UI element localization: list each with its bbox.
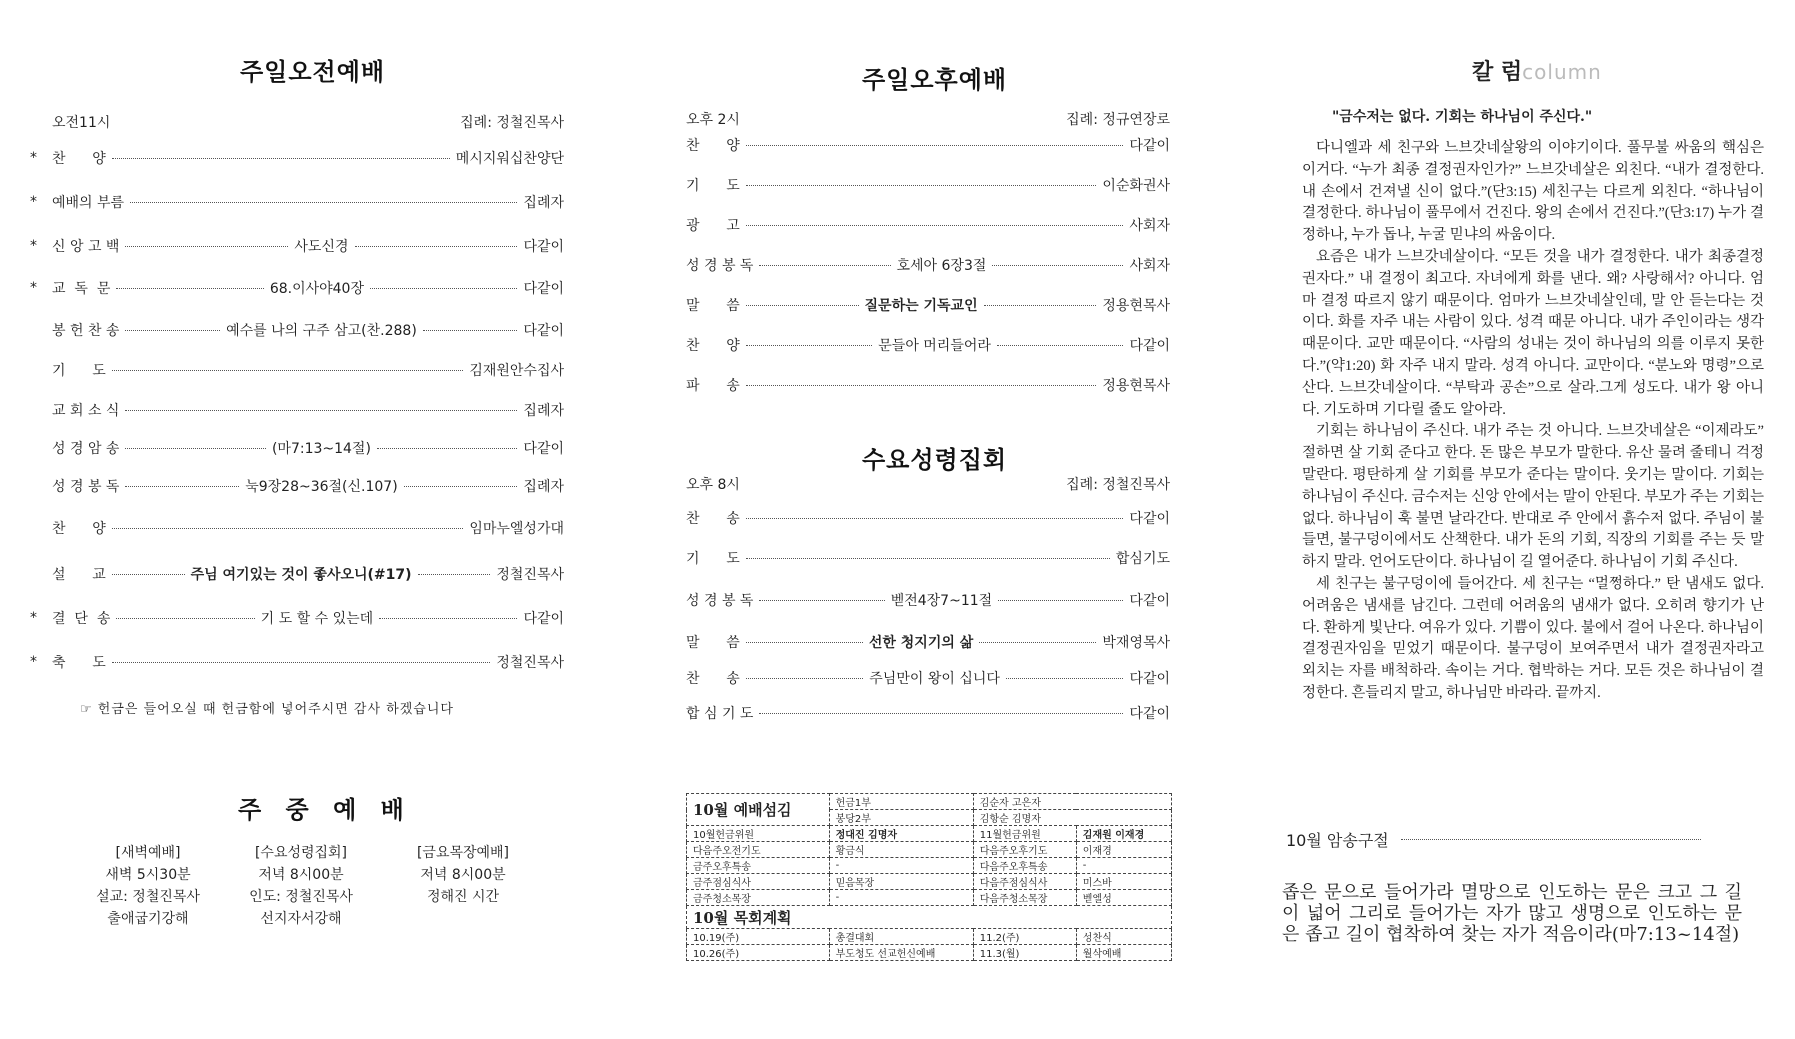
sched-cell: 이재경 xyxy=(1076,842,1171,858)
standing-mark: * xyxy=(30,194,37,210)
morning-leader: 집례: 정철진목사 xyxy=(460,115,564,131)
order-label: 파 송 xyxy=(686,378,740,394)
order-row xyxy=(686,293,1170,317)
afternoon-time: 오후 2시 xyxy=(686,112,740,128)
order-person: 다같이 xyxy=(1129,138,1170,154)
order-content: 선한 청지기의 삶 xyxy=(868,635,974,651)
table-row xyxy=(687,842,1172,858)
order-label: 찬 양 xyxy=(52,151,106,167)
column-title xyxy=(1472,55,1602,86)
leader-dots xyxy=(979,642,1096,643)
leader-dots xyxy=(746,385,1097,386)
column-title-text: 칼 럼 xyxy=(1472,60,1523,85)
sched-cell: 김재원 이재경 xyxy=(1076,826,1171,842)
order-label: 기 도 xyxy=(686,551,740,567)
leader-dots xyxy=(759,265,890,266)
leader-dots xyxy=(423,330,518,331)
leader-dots xyxy=(112,370,464,371)
leader-dots xyxy=(125,410,517,411)
essay-paragraph: 세 친구는 불구덩이에 들어간다. 세 친구는 “멀쩡하다.” 탄 냄새도 없다. 어려움은 냄새를 남긴다. 그런데 어려움의 냄새가 없다. 오히려 향기가 난다. 환하게 빛난다. 여유가 있다. 기쁨이 있다. 불에서 걸어 나온다. 하나님이 결정권자임을 믿었기 때문이다. 불구덩이 보여주면서 내가 결정권자라고 외치는 자를 배척하라. 속이는 거다. 협박하는 거다. 모든 것은 하나님이 결정한다. 흔들리지 말고, 하나님만 바라라. 끝까지. xyxy=(1302,575,1764,701)
weekday-dawn-time: 새벽 5시30분 xyxy=(105,867,191,883)
order-row xyxy=(686,666,1170,690)
memory-verse-label-text: 10월 암송구절 xyxy=(1286,831,1389,850)
offering-note: ☞ 헌금은 들어오실 때 헌금함에 넣어주시면 감사 하겠습니다 xyxy=(80,702,454,717)
order-label: 찬 양 xyxy=(52,521,106,537)
order-content: 호세아 6장3절 xyxy=(896,258,987,274)
sched-cell: 금주청소목장 xyxy=(687,890,830,906)
order-row xyxy=(30,276,564,300)
sched-cell: 다음주오후기도 xyxy=(973,842,1076,858)
order-row xyxy=(30,358,564,382)
sched-cell: 10.19(주) xyxy=(687,929,830,945)
order-person: 합심기도 xyxy=(1115,551,1170,567)
afternoon-title: 주일오후예배 xyxy=(862,66,1008,94)
sched-cell: 다음주오전기도 xyxy=(687,842,830,858)
order-person: 정철진목사 xyxy=(496,655,564,671)
sched-cell: 금주점심식사 xyxy=(687,874,830,890)
standing-mark: * xyxy=(30,654,37,670)
table-row xyxy=(687,858,1172,874)
order-content: 눅9장28~36절(신.107) xyxy=(245,479,398,495)
sched-cell: 김순자 고은자 xyxy=(973,794,1171,810)
order-person: 메시지워십찬양단 xyxy=(455,151,564,167)
order-row xyxy=(30,606,564,630)
leader-dots xyxy=(1401,839,1701,840)
order-person: 다같이 xyxy=(523,239,565,255)
sched-cell: 10.26(주) xyxy=(687,945,830,961)
morning-header xyxy=(52,112,564,132)
order-row xyxy=(686,173,1170,197)
table-row xyxy=(687,874,1172,890)
leader-dots xyxy=(130,202,517,203)
weekday-wednesday-extra: 선지자서강해 xyxy=(260,911,342,927)
sched-cell: 다음주청소목장 xyxy=(973,890,1076,906)
sched-cell: 11월헌금위원 xyxy=(973,826,1076,842)
service-title: 10월 예배섬김 xyxy=(687,794,830,826)
order-content: 주님 여기있는 것이 좋사오니(#17) xyxy=(190,567,412,583)
leader-dots xyxy=(112,574,185,575)
afternoon-header xyxy=(686,109,1170,129)
memory-verse-text: 좁은 문으로 들어가라 멸망으로 인도하는 문은 크고 그 길이 넓어 그리로 들어가는 자가 많고 생명으로 인도하는 문은 좁고 길이 협착하여 찾는 자가 적음이라(마7:13~14절) xyxy=(1282,882,1742,945)
essay-paragraph: 요즘은 내가 느브갓네살이다. “모든 것을 내가 결정한다. 내가 최종결정권자다.” 내 결정이 최고다. 자녀에게 화를 낸다. 왜? 사랑해서? 아니다. 엄마 결정 따르지 않기 때문이다. 엄마가 느브갓네살인데, 말 안 듣는다는 것이다. 화를 자주 내는 사람이 있다. 성격 때문 아니다. 내가 주인이라는 생각 때문이다. 교만 때문이다. “사람의 성내는 것이 하나님의 의를 이루지 못한다.”(약1:20) 화 자주 내지 말라. 성격 아니다. 교만이다. “분노와 명령”으로 산다. 느브갓네살이다. “부탁과 공손”으로 살라.그게 성도다. 내가 왕 아니다. 기도하며 기다릴 줄도 알아라. xyxy=(1302,248,1764,418)
leader-dots xyxy=(1006,678,1124,679)
sched-cell: 정대진 김명자 xyxy=(829,826,973,842)
leader-dots xyxy=(125,448,266,449)
order-person: 다같이 xyxy=(1129,706,1170,722)
morning-title: 주일오전예배 xyxy=(240,58,386,86)
order-person: 임마누엘성가대 xyxy=(469,521,564,537)
leader-dots xyxy=(746,678,864,679)
order-row xyxy=(30,474,564,498)
leader-dots xyxy=(759,713,1123,714)
sched-cell: 황금식 xyxy=(829,842,973,858)
weekday-title: 주 중 예 배 xyxy=(238,796,412,824)
weekday-dawn-extra: 출애굽기강해 xyxy=(107,911,189,927)
order-person: 다같이 xyxy=(523,611,565,627)
order-content: 벧전4장7~11절 xyxy=(890,593,993,609)
sched-cell: 다음주오후특송 xyxy=(973,858,1076,874)
afternoon-leader: 집례: 정규연장로 xyxy=(1066,112,1170,128)
order-content: 문들아 머리들어라 xyxy=(878,338,991,354)
wednesday-leader: 집례: 정철진목사 xyxy=(1066,477,1170,493)
order-person: 정철진목사 xyxy=(496,567,565,583)
order-row xyxy=(686,213,1170,237)
order-person: 김재원안수집사 xyxy=(469,363,564,379)
order-label: 예배의 부름 xyxy=(52,195,125,211)
order-label: 결 단 송 xyxy=(52,611,111,627)
order-row xyxy=(30,190,564,214)
leader-dots xyxy=(746,518,1124,519)
leader-dots xyxy=(746,185,1097,186)
standing-mark: * xyxy=(30,150,37,166)
sched-cell: 성찬식 xyxy=(1076,929,1171,945)
order-person: 다같이 xyxy=(523,281,565,297)
order-label: 성 경 봉 독 xyxy=(686,258,754,274)
sched-cell: 10월헌금위원 xyxy=(687,826,830,842)
column-essay xyxy=(1302,138,1764,705)
leader-dots xyxy=(112,158,450,159)
sched-cell: 미스바 xyxy=(1076,874,1171,890)
order-label: 말 씀 xyxy=(686,635,740,651)
october-schedule-table xyxy=(686,793,1172,961)
sched-cell: 김항순 김명자 xyxy=(973,810,1171,826)
order-person: 사회자 xyxy=(1129,258,1171,274)
order-label: 찬 송 xyxy=(686,671,740,687)
order-label: 신 앙 고 백 xyxy=(52,239,120,255)
column-subtitle: column xyxy=(1522,60,1602,84)
order-row xyxy=(30,436,564,460)
order-content: 질문하는 기독교인 xyxy=(864,298,978,314)
order-row xyxy=(686,373,1170,397)
order-person: 다같이 xyxy=(1129,593,1170,609)
essay-paragraph: 다니엘과 세 친구와 느브갓네살왕의 이야기이다. 풀무불 싸움의 핵심은 이거다. “누가 최종 결정권자인가?” 느브갓네살은 외친다. “내가 결정한다. 내 손에서 건져낼 신이 없다.”(단3:15) 세친구는 다르게 외친다. “하나님이 결정한다. 하나님이 풀무에서 건진다. 왕의 손에서 건진다.”(단3:17) 누가 결정하나, 누가 돕나, 누굴 믿냐의 싸움이다. xyxy=(1302,140,1764,244)
order-content: 주님만이 왕이 십니다 xyxy=(869,671,1000,687)
sched-cell: 11.3(월) xyxy=(973,945,1076,961)
leader-dots xyxy=(112,528,464,529)
order-row xyxy=(686,588,1170,612)
weekday-wednesday-lead: 인도: 정철진목사 xyxy=(249,889,353,905)
order-content: 사도신경 xyxy=(294,239,349,255)
order-label: 찬 송 xyxy=(686,511,740,527)
order-person: 정용현목사 xyxy=(1102,298,1171,314)
sched-cell: 11.2(주) xyxy=(973,929,1076,945)
wednesday-time: 오후 8시 xyxy=(686,477,740,493)
leader-dots xyxy=(746,145,1124,146)
order-row xyxy=(686,133,1170,157)
sched-cell: - xyxy=(1076,858,1171,874)
leader-dots xyxy=(116,288,263,289)
plan-title: 10월 목회계획 xyxy=(687,906,1172,929)
leader-dots xyxy=(112,662,491,663)
order-person: 집례자 xyxy=(523,479,564,495)
leader-dots xyxy=(125,330,220,331)
weekday-friday-name: [금요목장예배] xyxy=(416,845,510,861)
sched-cell: 금주오후특송 xyxy=(687,858,830,874)
leader-dots xyxy=(355,246,518,247)
leader-dots xyxy=(746,225,1124,226)
leader-dots xyxy=(377,448,518,449)
leader-dots xyxy=(746,558,1110,559)
weekday-wednesday xyxy=(236,842,366,930)
order-person: 집례자 xyxy=(523,195,564,211)
weekday-dawn-lead: 설교: 정철진목사 xyxy=(96,889,200,905)
leader-dots xyxy=(997,345,1124,346)
order-person: 이순화권사 xyxy=(1102,178,1170,194)
order-label: 합 심 기 도 xyxy=(686,706,754,722)
leader-dots xyxy=(998,600,1123,601)
order-label: 찬 양 xyxy=(686,338,740,354)
order-content: (마7:13~14절) xyxy=(271,441,371,457)
order-person: 다같이 xyxy=(1129,338,1171,354)
sched-cell: 믿음목장 xyxy=(829,874,973,890)
sched-cell: - xyxy=(829,858,973,874)
order-row xyxy=(30,516,564,540)
order-content: 68.이사야40장 xyxy=(269,281,364,297)
order-person: 박재영목사 xyxy=(1102,635,1171,651)
leader-dots xyxy=(418,574,491,575)
table-row xyxy=(687,945,1172,961)
sched-cell: 헌금1부 xyxy=(829,794,973,810)
standing-mark: * xyxy=(30,610,37,626)
weekday-friday-time: 저녁 8시00분 xyxy=(420,867,506,883)
order-row xyxy=(686,253,1170,277)
order-row xyxy=(30,650,564,674)
order-label: 교 회 소 식 xyxy=(52,403,120,419)
order-label: 교 독 문 xyxy=(52,281,111,297)
leader-dots xyxy=(125,246,288,247)
order-person: 다같이 xyxy=(1129,511,1170,527)
leader-dots xyxy=(370,288,517,289)
table-row xyxy=(687,826,1172,842)
order-label: 성 경 봉 독 xyxy=(52,479,120,495)
order-row xyxy=(686,506,1170,530)
sched-cell: 부도청도 선교헌신예배 xyxy=(829,945,973,961)
table-row xyxy=(687,890,1172,906)
weekday-wednesday-name: [수요성령집회] xyxy=(254,845,348,861)
order-person: 사회자 xyxy=(1129,218,1170,234)
order-row xyxy=(686,333,1170,357)
standing-mark: * xyxy=(30,238,37,254)
order-row xyxy=(686,701,1170,725)
sched-cell: 다음주점심식사 xyxy=(973,874,1076,890)
weekday-dawn-name: [새벽예배] xyxy=(115,845,181,861)
leader-dots xyxy=(379,618,517,619)
order-label: 성 경 봉 독 xyxy=(686,593,754,609)
memory-verse-label xyxy=(1286,828,1701,851)
order-content: 예수를 나의 구주 삼고(찬.288) xyxy=(226,323,417,339)
leader-dots xyxy=(746,305,859,306)
order-label: 기 도 xyxy=(686,178,740,194)
order-label: 성 경 암 송 xyxy=(52,441,120,457)
weekday-friday-lead: 정해진 시간 xyxy=(426,889,500,905)
sched-cell: 월삭예배 xyxy=(1076,945,1171,961)
order-row xyxy=(30,318,564,342)
weekday-dawn xyxy=(92,842,204,930)
leader-dots xyxy=(746,642,863,643)
leader-dots xyxy=(984,305,1097,306)
order-person: 다같이 xyxy=(523,323,564,339)
order-person: 다같이 xyxy=(1129,671,1171,687)
column-quote: "금수저는 없다. 기회는 하나님이 주신다." xyxy=(1332,109,1593,125)
order-label: 광 고 xyxy=(686,218,740,234)
leader-dots xyxy=(746,345,873,346)
order-row xyxy=(30,146,564,170)
order-label: 봉 헌 찬 송 xyxy=(52,323,120,339)
morning-time: 오전11시 xyxy=(52,115,111,131)
order-row xyxy=(686,546,1170,570)
leader-dots xyxy=(759,600,884,601)
order-person: 다같이 xyxy=(523,441,564,457)
leader-dots xyxy=(125,486,239,487)
order-label: 축 도 xyxy=(52,655,106,671)
sched-cell: 봉당2부 xyxy=(829,810,973,826)
leader-dots xyxy=(116,618,254,619)
order-label: 설 교 xyxy=(52,567,106,583)
leader-dots xyxy=(404,486,518,487)
order-label: 찬 양 xyxy=(686,138,740,154)
table-row xyxy=(687,929,1172,945)
order-label: 말 씀 xyxy=(686,298,740,314)
wednesday-header xyxy=(686,474,1170,494)
order-row xyxy=(30,234,564,258)
sched-cell: 총결대회 xyxy=(829,929,973,945)
order-content: 기 도 할 수 있는데 xyxy=(260,611,374,627)
order-person: 정용현목사 xyxy=(1102,378,1170,394)
order-row xyxy=(30,562,564,586)
order-person: 집례자 xyxy=(523,403,564,419)
essay-paragraph: 기회는 하나님이 주신다. 내가 주는 것 아니다. 느브갓네살은 “이제라도” 절하면 살 기회 준다고 한다. 돈 많은 부모가 말한다. 유산 물려 줄테니 걱정말란다. 평탄하게 살 기회를 부모가 준다는 말이다. 웃기는 말이다. 기회는 하나님이 주신다. 금수저는 신앙 안에서는 말이 안된다. 부모가 주는 기회는 없다. 하나님이 훅 불면 날라간다. 반대로 주 안에서 흙수저 없다. 주님이 불들면, 불구덩이에서도 산책한다. 내가 돈의 기회, 직장의 기회를 주는 듯 말하지 말라. 언어도단이다. 하나님이 길 열어준다. 하나님이 기회 주신다. xyxy=(1302,423,1764,571)
order-row xyxy=(686,630,1170,654)
leader-dots xyxy=(992,265,1123,266)
sched-cell: 벧엘성 xyxy=(1076,890,1171,906)
order-label: 기 도 xyxy=(52,363,106,379)
weekday-wednesday-time: 저녁 8시00분 xyxy=(258,867,344,883)
standing-mark: * xyxy=(30,280,37,296)
sched-cell: - xyxy=(829,890,973,906)
wednesday-title: 수요성령집회 xyxy=(862,446,1008,474)
order-row xyxy=(30,398,564,422)
weekday-friday xyxy=(398,842,528,908)
